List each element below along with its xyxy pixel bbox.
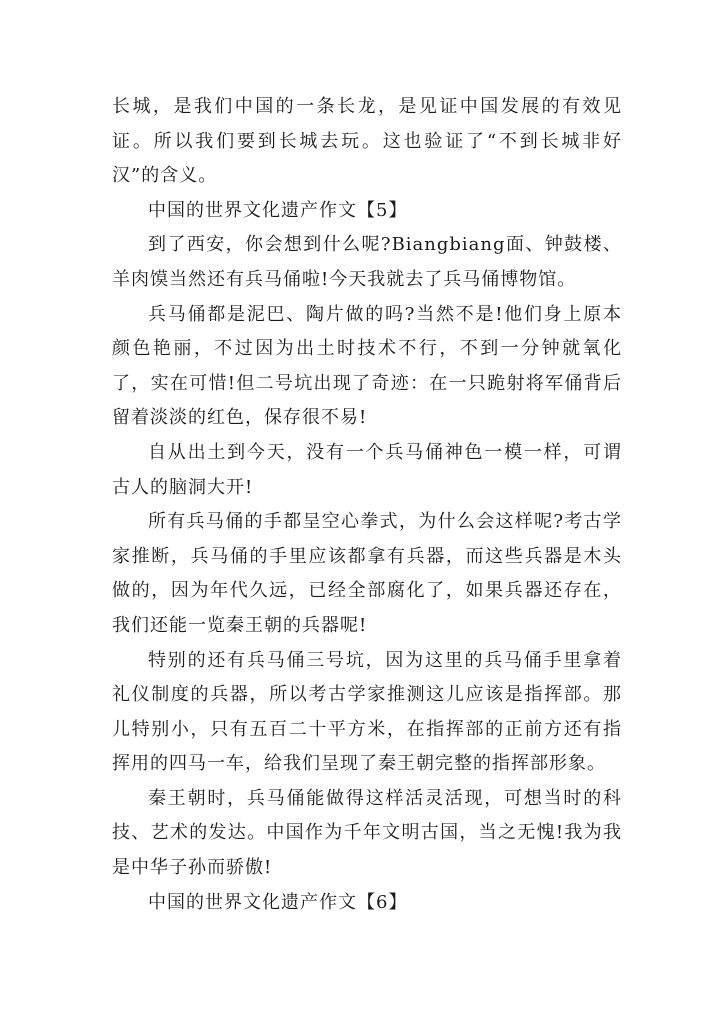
paragraph-xian-intro: 到了西安，你会想到什么呢?Biangbiang面、钟鼓楼、羊肉馍当然还有兵马俑啦!今天我就去了兵马俑博物馆。 — [112, 234, 622, 290]
paragraph-conclusion: 秦王朝时，兵马俑能做得这样活灵活现，可想当时的科技、艺术的发达。中国作为千年文明古国，当之无愧!我为我是中华子孙而骄傲! — [112, 787, 622, 879]
section-heading-6: 中国的世界文化遗产作文【6】 — [148, 891, 408, 913]
paragraph-unique-faces: 自从出土到今天，没有一个兵马俑神色一模一样，可谓古人的脑洞大开! — [112, 441, 622, 498]
paragraph-terracotta-colors: 兵马俑都是泥巴、陶片做的吗?当然不是!他们身上原本颜色艳丽，不过因为出土时技术不行，不到一分钟就氧化了，实在可惜!但二号坑出现了奇迹：在一只跪射将军俑背后留着淡淡的红色，保存很不易! — [112, 303, 622, 429]
paragraph-hollow-fists: 所有兵马俑的手都呈空心拳式，为什么会这样呢?考古学家推断，兵马俑的手里应该都拿有兵器，而这些兵器是木头做的，因为年代久远，已经全部腐化了，如果兵器还存在，我们还能一览秦王朝的兵器呢! — [112, 511, 622, 636]
article-body — [112, 90, 622, 920]
paragraph-pit-three: 特别的还有兵马俑三号坑，因为这里的兵马俑手里拿着礼仪制度的兵器，所以考古学家推测这儿应该是指挥部。那儿特别小，只有五百二十平方米，在指挥部的正前方还有指挥用的四马一车，给我们呈现了秦王朝完整的指挥部形象。 — [112, 649, 622, 775]
section-heading-5: 中国的世界文化遗产作文【5】 — [148, 199, 408, 221]
paragraph-great-wall-ending: 长城，是我们中国的一条长龙，是见证中国发展的有效见证。所以我们要到长城去玩。这也验证了“不到长城非好汉”的含义。 — [112, 96, 622, 187]
